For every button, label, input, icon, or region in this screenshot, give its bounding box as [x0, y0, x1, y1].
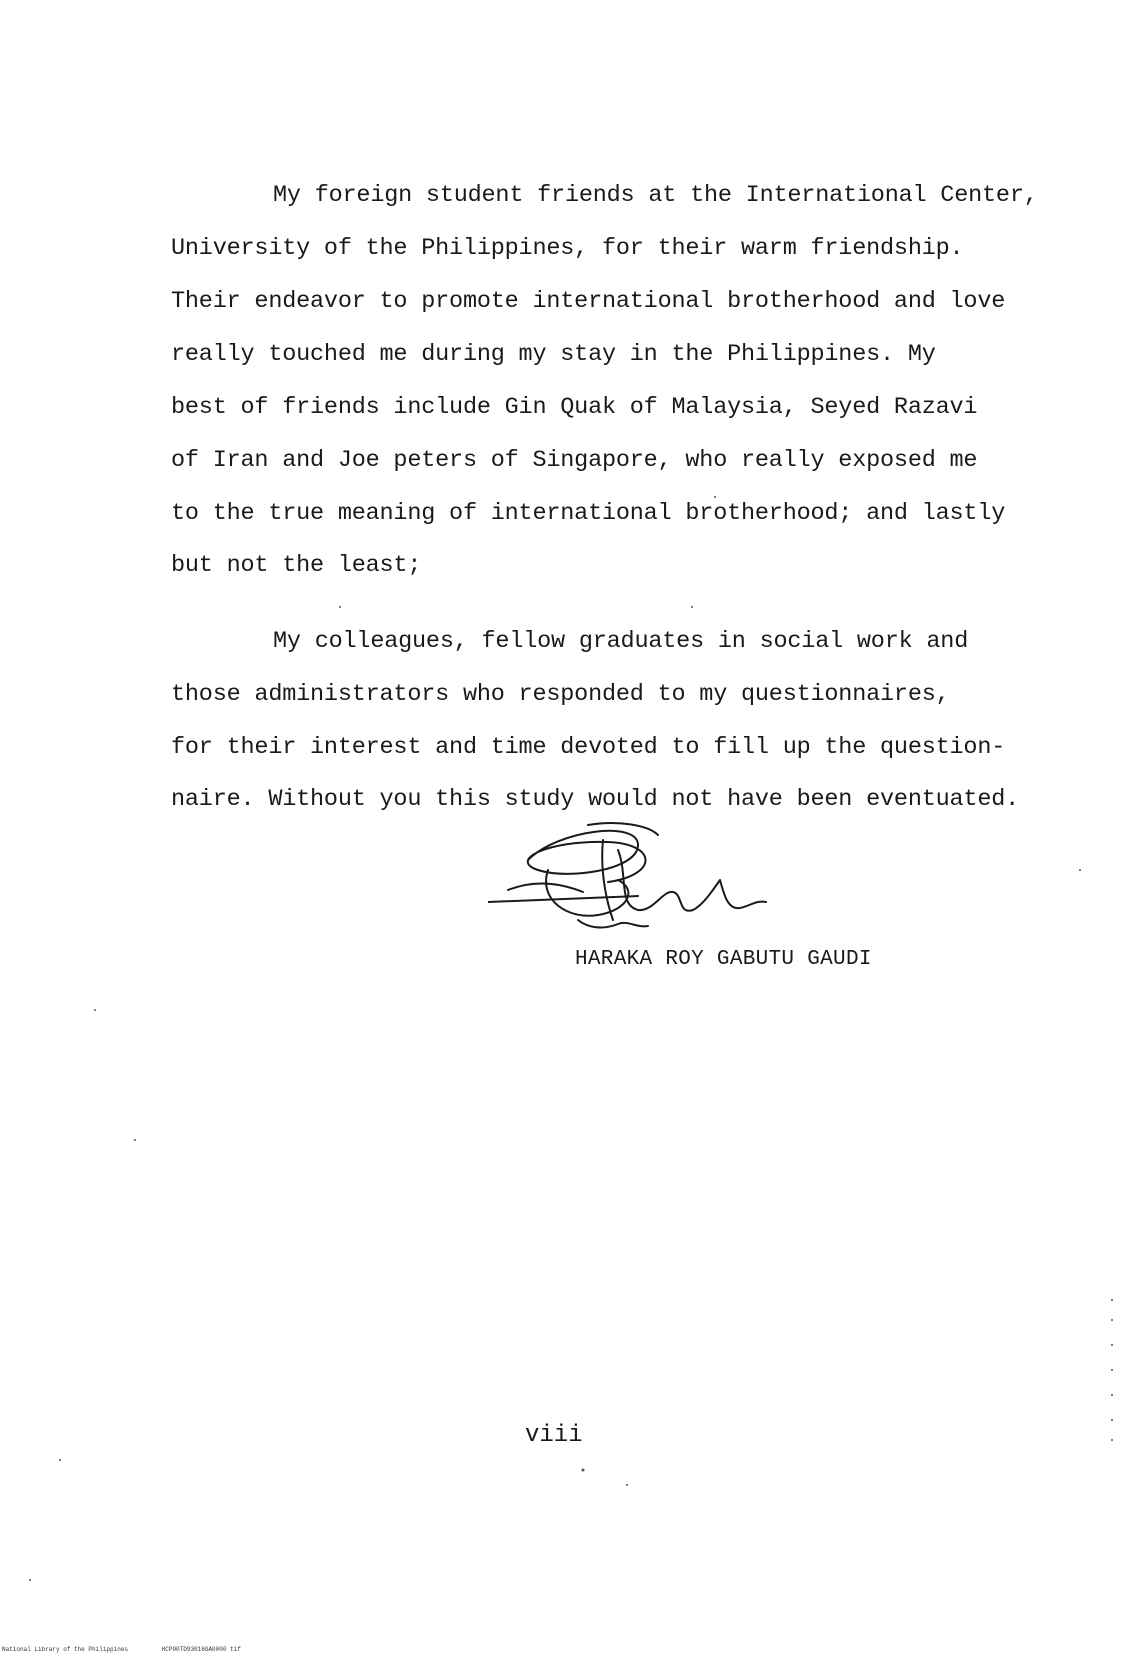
paragraph-1-line-7: to the true meaning of international brotherhood; and lastly	[171, 500, 1006, 527]
speck	[1111, 1369, 1113, 1371]
speck	[339, 606, 341, 608]
speck	[1079, 869, 1081, 871]
paragraph-2-line-4: naire. Without you this study would not have been eventuated.	[171, 786, 1020, 813]
speck	[1111, 1319, 1113, 1321]
speck	[1111, 1439, 1113, 1441]
speck	[1111, 1299, 1113, 1301]
signature-stroke	[588, 823, 658, 835]
footer-code: HCP00TD93016GA0000 tif	[161, 1646, 241, 1653]
signature-stroke	[693, 880, 766, 910]
speck	[626, 1484, 628, 1486]
speck	[29, 1579, 31, 1581]
footer-library: National Library of the Philippines	[2, 1646, 129, 1653]
speck	[691, 606, 693, 608]
speck	[59, 1459, 61, 1461]
handwritten-signature	[488, 820, 808, 950]
speck	[1111, 1344, 1113, 1346]
speck	[1111, 1394, 1113, 1396]
speck	[714, 496, 716, 498]
paragraph-1-line-5: best of friends include Gin Quak of Malaysia, Seyed Razavi	[171, 394, 978, 421]
paragraph-1-line-1: My foreign student friends at the International Center,	[273, 182, 1038, 209]
signature-stroke	[546, 870, 628, 916]
paragraph-1-line-8: but not the least;	[171, 552, 422, 579]
scan-footer	[2, 1646, 241, 1653]
paragraph-2-line-1: My colleagues, fellow graduates in social work and	[273, 628, 969, 655]
signature-name: HARAKA ROY GABUTU GAUDI	[575, 948, 872, 971]
speck	[582, 1469, 585, 1472]
signature-stroke	[488, 896, 638, 902]
speck	[134, 1139, 136, 1141]
signature-stroke	[602, 840, 613, 920]
paragraph-1-line-3: Their endeavor to promote international brotherhood and love	[171, 288, 1006, 315]
page-number: viii	[525, 1422, 583, 1449]
speck	[1111, 1419, 1113, 1421]
paragraph-1-line-6: of Iran and Joe peters of Singapore, who really exposed me	[171, 447, 978, 474]
paragraph-1-line-2: University of the Philippines, for their warm friendship.	[171, 235, 964, 262]
paragraph-2-line-2: those administrators who responded to my questionnaires,	[171, 681, 950, 708]
paragraph-2-line-3: for their interest and time devoted to fill up the question-	[171, 734, 1006, 761]
signature-stroke	[528, 831, 646, 882]
signature-stroke	[578, 920, 648, 927]
paragraph-1-line-4: really touched me during my stay in the Philippines. My	[171, 341, 936, 368]
speck	[94, 1009, 96, 1011]
